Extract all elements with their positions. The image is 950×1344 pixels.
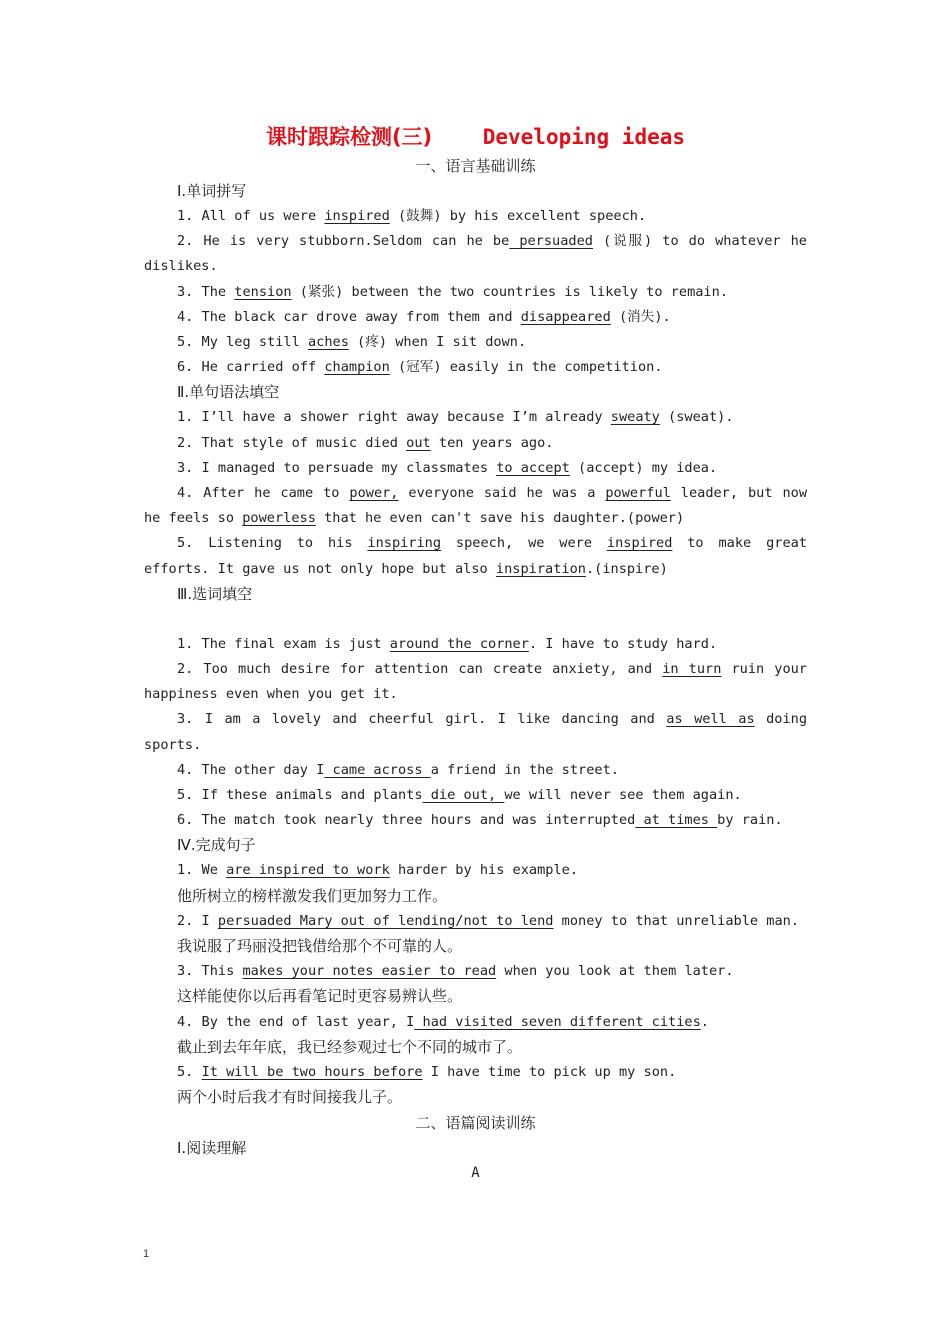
word-choice-items: [144, 632, 807, 834]
sentence-translation: 他所树立的榜样激发我们更加努力工作。: [177, 886, 448, 905]
sentence-translation: 两个小时后我才有时间接我儿子。: [177, 1088, 403, 1107]
part-heading-spelling: Ⅰ.单词拼写: [177, 182, 247, 200]
grammar-item: 4. After he came to power, everyone said he was a powerful leader, but now he feels so powerless that he even can't save his daughter.(power): [144, 485, 808, 527]
grammar-item: 2. That style of music died out ten years ago.: [177, 434, 554, 451]
sentence-item: 2. I persuaded Mary out of lending/not to lend money to that unreliable man.: [177, 912, 800, 929]
grammar-item: 5. Listening to his inspiring speech, we were inspired to make great efforts. It gave us not only hope but also inspiration.(inspire): [144, 535, 807, 577]
part-heading-sentences: Ⅳ.完成句子: [177, 836, 256, 855]
sentence-item: 4. By the end of last year, I had visited seven different cities.: [177, 1013, 709, 1030]
word-choice-item: 2. Too much desire for attention can create anxiety, and in turn ruin your happiness even when you get it.: [144, 661, 807, 703]
sentence-translation: 我说服了玛丽没把钱借给那个不可靠的人。: [177, 937, 463, 956]
spelling-items: [144, 204, 807, 380]
word-choice-item: 3. I am a lovely and cheerful girl. I like dancing and as well as doing sports.: [144, 711, 808, 753]
title-english: Developing ideas: [482, 125, 686, 149]
sentence-items: [144, 858, 807, 1110]
spelling-item: 3. The tension (紧张) between the two countries is likely to remain.: [177, 283, 728, 300]
spelling-item: 1. All of us were inspired (鼓舞) by his excellent speech.: [177, 208, 647, 224]
grammar-item: 3. I managed to persuade my classmates to accept (accept) my idea.: [177, 459, 718, 476]
sentence-translation: 截止到去年年底，我已经参观过七个不同的城市了。: [177, 1037, 523, 1056]
document-page: [144, 122, 807, 1186]
part-heading-grammar: Ⅱ.单句语法填空: [177, 383, 280, 402]
title-chinese: 课时跟踪检测(三): [265, 125, 433, 149]
word-choice-item: 5. If these animals and plants die out, we will never see them again.: [177, 787, 742, 804]
section-heading-2: 二、语篇阅读训练: [415, 1113, 536, 1132]
sentence-item: 3. This makes your notes easier to read when you look at them later.: [177, 963, 734, 980]
word-choice-item: 4. The other day I came across a friend in the street.: [177, 761, 619, 778]
passage-label: A: [471, 1164, 480, 1181]
spelling-item: 6. He carried off champion (冠军) easily in the competition.: [177, 359, 663, 376]
page-title: [144, 122, 807, 152]
sentence-translation: 这样能使你以后再看笔记时更容易辨认些。: [177, 987, 463, 1006]
spelling-item: 4. The black car drove away from them and disappeared (消失).: [177, 308, 671, 325]
part-heading-reading: Ⅰ.阅读理解: [177, 1138, 247, 1157]
grammar-item: 1. I’ll have a shower right away because I’m already sweaty (sweat).: [177, 409, 734, 426]
word-choice-item: 1. The final exam is just around the corner. I have to study hard.: [177, 635, 718, 652]
spelling-item: 2. He is very stubborn.Seldom can he be persuaded (说服) to do whatever he dislikes.: [144, 233, 807, 275]
word-choice-item: 6. The match took nearly three hours and was interrupted at times by rain.: [177, 812, 783, 829]
sentence-item: 5. It will be two hours before I have time to pick up my son.: [177, 1064, 677, 1081]
blank-spacer: [144, 607, 807, 632]
section-heading-1: 一、语言基础训练: [415, 157, 536, 175]
page-number: 1: [143, 1248, 150, 1260]
sentence-item: 1. We are inspired to work harder by his example.: [177, 862, 579, 879]
spelling-item: 5. My leg still aches (疼) when I sit down.: [177, 334, 527, 351]
part-heading-word-choice: Ⅲ.选词填空: [177, 584, 253, 603]
